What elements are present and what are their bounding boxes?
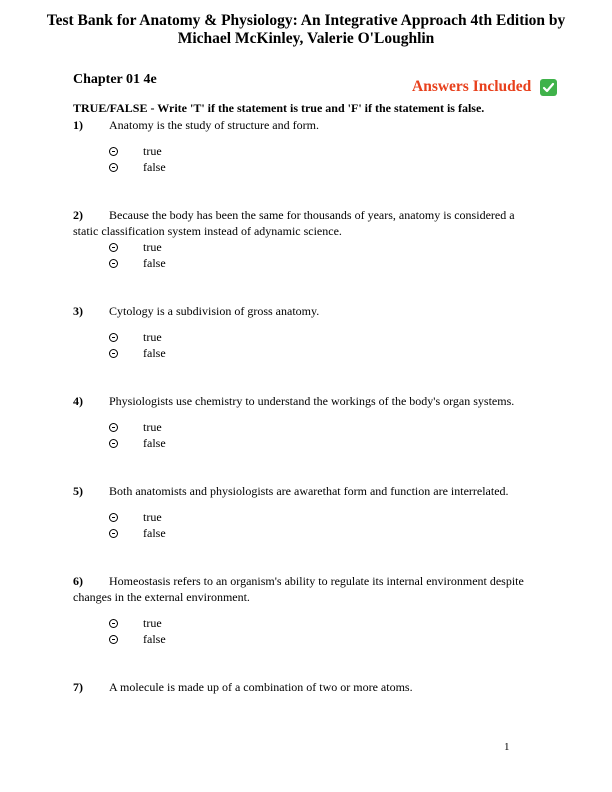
- option-true-q5[interactable]: [109, 509, 162, 525]
- option-false-q5[interactable]: [109, 525, 166, 541]
- option-label: false: [143, 436, 166, 450]
- document-title: [20, 12, 592, 48]
- option-label: false: [143, 160, 166, 174]
- option-true-q2[interactable]: [109, 239, 162, 255]
- radio-icon[interactable]: [109, 243, 118, 252]
- option-label: true: [143, 420, 162, 434]
- page-number: 1: [504, 741, 510, 753]
- question-4: [73, 393, 543, 409]
- question-number: 2): [73, 208, 83, 222]
- option-true-q6[interactable]: [109, 615, 162, 631]
- option-label: false: [143, 526, 166, 540]
- option-true-q1[interactable]: [109, 143, 162, 159]
- question-number: 7): [73, 680, 83, 694]
- section-instructions: TRUE/FALSE - Write 'T' if the statement is true and 'F' if the statement is false.: [73, 101, 485, 115]
- question-number: 4): [73, 394, 83, 408]
- question-2: [73, 207, 543, 239]
- radio-icon[interactable]: [109, 259, 118, 268]
- radio-icon[interactable]: [109, 635, 118, 644]
- green-check-icon: [540, 79, 557, 96]
- option-label: true: [143, 616, 162, 630]
- radio-icon[interactable]: [109, 163, 118, 172]
- question-5: [73, 483, 543, 499]
- option-label: true: [143, 240, 162, 254]
- option-false-q3[interactable]: [109, 345, 166, 361]
- question-text-line-2: changes in the external environment.: [73, 590, 250, 604]
- option-label: true: [143, 144, 162, 158]
- title-line-1: Test Bank for Anatomy & Physiology: An Integrative Approach 4th Edition by: [46, 12, 566, 29]
- question-text-line-1: Homeostasis refers to an organism's ability to regulate its internal environment despite: [109, 574, 524, 588]
- option-label: false: [143, 256, 166, 270]
- question-text-line-2: static classification system instead of adynamic science.: [73, 224, 342, 238]
- question-text: Both anatomists and physiologists are awarethat form and function are interrelated.: [109, 484, 509, 498]
- option-true-q3[interactable]: [109, 329, 162, 345]
- option-label: false: [143, 346, 166, 360]
- question-text: Anatomy is the study of structure and form.: [109, 118, 319, 132]
- answers-included-label: Answers Included: [412, 78, 532, 95]
- option-true-q4[interactable]: [109, 419, 162, 435]
- chapter-heading: Chapter 01 4e: [73, 72, 157, 87]
- question-7: [73, 679, 543, 695]
- option-false-q6[interactable]: [109, 631, 166, 647]
- radio-icon[interactable]: [109, 513, 118, 522]
- option-label: true: [143, 510, 162, 524]
- option-label: false: [143, 632, 166, 646]
- option-false-q4[interactable]: [109, 435, 166, 451]
- question-text-line-1: Because the body has been the same for thousands of years, anatomy is considered a: [109, 208, 515, 222]
- title-line-2: Michael McKinley, Valerie O'Loughlin: [177, 30, 435, 47]
- question-text: A molecule is made up of a combination of two or more atoms.: [109, 680, 413, 694]
- question-number: 5): [73, 484, 83, 498]
- question-6: [73, 573, 543, 605]
- option-false-q2[interactable]: [109, 255, 166, 271]
- answers-included-badge: [412, 78, 557, 96]
- radio-icon[interactable]: [109, 439, 118, 448]
- radio-icon[interactable]: [109, 333, 118, 342]
- radio-icon[interactable]: [109, 423, 118, 432]
- radio-icon[interactable]: [109, 619, 118, 628]
- option-false-q1[interactable]: [109, 159, 166, 175]
- question-number: 3): [73, 304, 83, 318]
- question-number: 1): [73, 118, 83, 132]
- question-1: [73, 117, 543, 133]
- question-text: Physiologists use chemistry to understand the workings of the body's organ systems.: [109, 394, 515, 408]
- option-label: true: [143, 330, 162, 344]
- radio-icon[interactable]: [109, 349, 118, 358]
- question-3: [73, 303, 543, 319]
- radio-icon[interactable]: [109, 529, 118, 538]
- question-number: 6): [73, 574, 83, 588]
- question-text: Cytology is a subdivision of gross anatomy.: [109, 304, 320, 318]
- radio-icon[interactable]: [109, 147, 118, 156]
